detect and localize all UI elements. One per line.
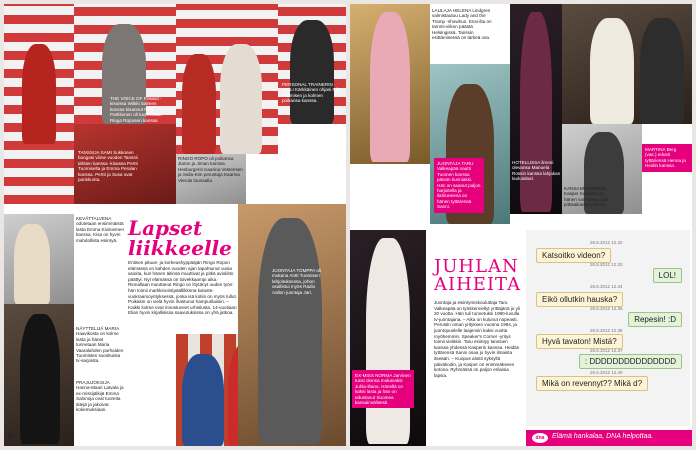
caption-taru: JUONTAJA TARU Valkeapää nautti Tuomen kanssa päivän kunniaksi. Hän on saanut paljon harjoitella ja ilahtuneena on hänen tyttärensä Sanni.	[434, 158, 484, 213]
caption-kaspar: KANSANMUSIIKKO Kasper Kaurinen ja hänen vaimonsa ovat pitkäaikaisia ystäviä.	[564, 186, 608, 208]
photo-helena	[350, 4, 430, 164]
sms-chat-ad	[526, 230, 690, 426]
person-figure	[640, 18, 684, 124]
photo-maria	[4, 304, 74, 446]
photo-ringo-caption-area	[176, 154, 246, 204]
photo-miss	[350, 230, 426, 446]
chat-message-out: LOL!	[653, 268, 682, 283]
headline-line-1: Lapset	[128, 216, 203, 240]
caption-sami: TANSSIJA SAMI Sukkonen boogasi viime vuoden Tanssii tähtien kanssa -kisassa Pertti Tuomiselta ja Emma Peralan kanssa. Pertti ja Susa ovat pariskunta.	[78, 150, 138, 183]
caption-tv-host: JUONTAJA TOMPPA oli mukana Antti Tuomisen lahjoituksessa, johon osallistui myös Radio Aallon juontaja Jari.	[272, 268, 321, 295]
message-timestamp: 26.8.2012 12.33	[590, 262, 623, 267]
caption-actress: NÄYTTELIJÄ MARIA Haavikosta on kolme lasta ja hänet tunnetaan Maria Vaaralahden parhaiden Tuomisten suosituista tv-sarjoista.	[76, 326, 124, 364]
chat-message-out: : DDDDDDDDDDDDDDD	[579, 354, 682, 369]
person-figure	[20, 314, 60, 444]
message-timestamp: 26.8.2012 12.40	[590, 370, 623, 375]
chat-message-in: Hyvä tavaton! Mistä?	[536, 334, 623, 349]
page-number: 80	[8, 434, 15, 440]
person-figure	[520, 12, 552, 212]
caption-emma: KEVÄTTALVENA odotetaan ensimmäistä lasta Emma Kiviniemen kanssa. Kisa on hyvin mahdollista esiintyä.	[76, 216, 124, 243]
photo-twins	[562, 4, 692, 124]
caption-twins: MARTINA Berg (vas.) edusti tyttäriensä Henna ja Heidin kanssa.	[642, 144, 692, 172]
right-body-text: Juontaja ja esiintymiskouluttaja Taru Valkeapää on työskennellyt yrittäjänä jo yli 20 vuotta. Hän tuli tunnetuksi 1990-luvulla tv-juontajana. – Aika on kulunut nopeasti. Perustin oman yrityksen vuonna 1994, ja juontopuolelle laajensin kaksi vuotta myöhemmin. Speaker's Corner -yritys toimii vieläkin. Taru esiintyy tanssien kanssa yhdessä Kasperin kanssa. Heidän tyttärensä Sanni osaa jo hyvin ilmaista itseään. – Kuopus aloitti syksyllä päiväkodin, ja Kasper on enimmäkseen kotona. Ryhmässä on paljon erilaisia lapsia.	[434, 300, 520, 378]
photo-pete	[74, 4, 176, 124]
dna-logo-icon: dna	[532, 433, 548, 443]
dna-banner	[526, 430, 692, 446]
left-body-text: Entisen pituus- ja korkeushyppääjän Ringo Ropon elämässä on kahden vuoden ajan tapahtunut uusia asioita, kun hänen äitinsä muuttivat ja pitkä avioliitto päättyi. Nyt elämässä on toivekkaampi aika. Rinnallaan muuttanut Ringo on löytänyt uuden työn: hän toimii markkinointipäällikkönä kaluste-vuokraamoyrityksessä, jonka isä kotiin on myös tullut. Poikakin on vielä hyvin ihastunut hampurilaisiin. – Kaikki kolme ovat innostuneet urheilusta. 14-vuotiaan Elian hyvin kirjallisissa saavutuksissa on yhä jatkoa.	[128, 260, 238, 316]
message-timestamp: 26.8.2012 12.35	[590, 306, 623, 311]
photo-ringo-kids	[176, 4, 278, 154]
caption-hotel: HOTELLISSA ilmeni olevansa Manuela Rossin kanssa lahjakas laulutaituri.	[512, 160, 561, 182]
caption-voice: THE VOICE OF Finland -kisoissa Wiikki Salmen kanssa kisannut Pete Parkkonen oli tuoreeltaan Ringo Roposen kanssa	[110, 96, 163, 123]
photo-family-jump	[4, 4, 74, 204]
chat-message-in: Mikä on revennyt?? Mikä d?	[536, 376, 648, 391]
caption-miss: EX-MISS NORMA Jarvinen tunsi olonsa mukavaksi Juhla-iltana. Hänellä on kaksi lasta ja hän on edustanut Suomea kansainvälisesti.	[352, 370, 414, 408]
person-figure	[14, 224, 50, 304]
message-timestamp: 26.8.2012 12.36	[590, 328, 623, 333]
person-figure	[182, 54, 216, 154]
headline-line-1: JUHLAN	[434, 256, 519, 277]
message-timestamp: 26.8.2012 12.37	[590, 348, 623, 353]
caption-ringo-kids: RINGO ROPO oli poikansa Jiaron ja Jiman kanssa. Hesburgerin Kaarina Vesterisen ja Salla-Kim perustaja Kaarina Vierula lounaalla.	[178, 156, 243, 183]
photo-emma	[4, 214, 74, 304]
headline-line-2: liikkeelle	[128, 236, 232, 260]
caption-helena: LAULAJA HELENA Lindgren valmistautuu Lady and the Tramp -showhun. Ensi-ilta on tammi-viikon päästä Helsingissä. Tanssin esittämisessä on tärkeä osa.	[432, 8, 492, 41]
person-figure	[258, 218, 322, 444]
photo-taru	[430, 64, 510, 224]
message-timestamp: 26.8.2012 12.34	[590, 284, 623, 289]
dna-slogan: Elämä hankalaa, DNA helpottaa.	[552, 433, 654, 440]
left-page	[4, 4, 346, 446]
headline-juhlan	[434, 258, 521, 294]
chat-message-in: Eikö ollutkin hauska?	[536, 292, 623, 307]
message-timestamp: 26.8.2012 12.32	[590, 240, 623, 245]
headline-lapset	[128, 218, 232, 258]
photo-trainer	[278, 4, 346, 124]
person-figure	[370, 12, 410, 162]
person-figure	[366, 238, 410, 444]
person-figure	[182, 354, 224, 446]
photo-sami	[74, 124, 176, 204]
person-figure	[590, 18, 634, 124]
right-page	[350, 4, 692, 446]
caption-personal-trainer: PERSONAL TRAINERIN SOILI Kärkkäinen ohjasi Riku Tuomisen ja kolmen poikansa kanssa.	[282, 82, 342, 104]
photo-kaspar	[562, 124, 642, 214]
person-figure	[22, 44, 56, 144]
person-figure	[220, 44, 262, 154]
chat-message-out: Repesin! :D	[628, 312, 682, 327]
photo-tv-host	[238, 204, 346, 446]
caption-prizes: PRAJUJOKSIJA Hanna-Maari Latvala ja ex-missijälkijä Emma Salonoja ovat tuoreita äitejä ja jakoivat kokemuksiaan.	[76, 380, 124, 413]
photo-hotel	[510, 4, 562, 214]
chat-message-in: Katsoitko videon?	[536, 248, 611, 263]
headline-line-2: AIHEITA	[434, 274, 522, 295]
person-figure	[290, 20, 334, 124]
